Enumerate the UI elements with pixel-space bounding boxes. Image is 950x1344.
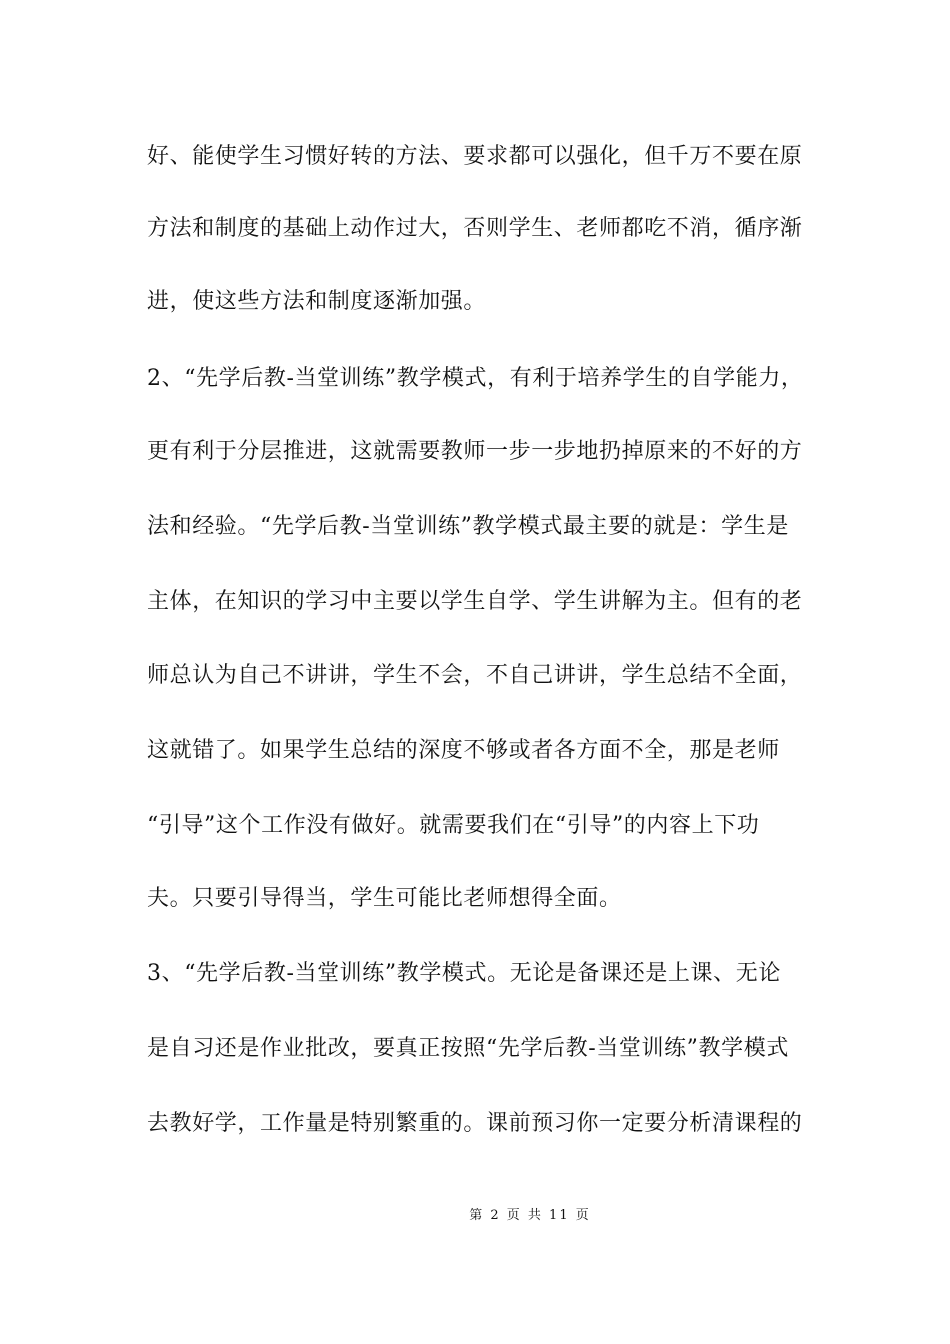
text-line: “引导”这个工作没有做好。就需要我们在“引导”的内容上下功 xyxy=(147,813,760,838)
text-line: 这就错了。如果学生总结的深度不够或者各方面不全，那是老师 xyxy=(147,738,780,763)
text-line: 主体，在知识的学习中主要以学生自学、学生讲解为主。但有的老 xyxy=(147,589,803,614)
text-line: 方法和制度的基础上动作过大，否则学生、老师都吃不消，循序渐 xyxy=(147,216,803,241)
page-number-footer: 第 2 页 共 11 页 xyxy=(469,1208,591,1223)
text-line: 法和经验。“先学后教-当堂训练”教学模式最主要的就是：学生是 xyxy=(147,514,789,539)
text-line: 师总认为自己不讲讲，学生不会，不自己讲讲，学生总结不全面， xyxy=(147,663,803,688)
text-line: 好、能使学生习惯好转的方法、要求都可以强化，但千万不要在原 xyxy=(147,144,803,169)
text-line: 更有利于分层推进，这就需要教师一步一步地扔掉原来的不好的方 xyxy=(147,439,803,464)
text-line: 3、“先学后教-当堂训练”教学模式。无论是备课还是上课、无论 xyxy=(147,961,781,986)
text-line: 进，使这些方法和制度逐渐加强。 xyxy=(147,289,487,314)
text-line: 夫。只要引导得当，学生可能比老师想得全面。 xyxy=(147,886,622,911)
text-line: 去教好学，工作量是特别繁重的。课前预习你一定要分析清课程的 xyxy=(147,1111,803,1136)
text-line: 是自习还是作业批改，要真正按照“先学后教-当堂训练”教学模式 xyxy=(147,1036,789,1061)
text-line: 2、“先学后教-当堂训练”教学模式，有利于培养学生的自学能力， xyxy=(147,366,804,391)
